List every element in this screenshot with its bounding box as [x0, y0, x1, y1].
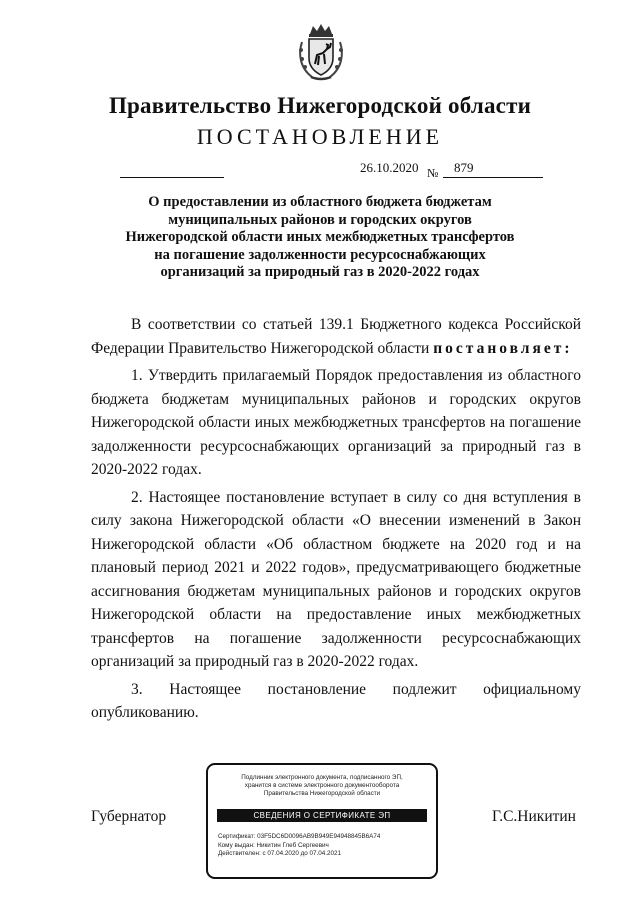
subject-line: муниципальных районов и городских округов [168, 211, 472, 228]
subject-line: на погашение задолженности ресурсоснабжающих [154, 246, 486, 263]
number-underline [443, 177, 543, 178]
subject-line: О предоставлении из областного бюджета бюджетам [148, 194, 492, 210]
document-subject [120, 194, 520, 282]
stamp-certificate-header: СВЕДЕНИЯ О СЕРТИФИКАТЕ ЭП [217, 809, 427, 822]
stamp-notice [214, 774, 430, 798]
signatory-name: Г.С.Никитин [492, 808, 576, 825]
signatory-title: Губернатор [91, 808, 167, 825]
stamp-notice-line: Правительства Нижегородской области [263, 790, 381, 797]
item-3-paragraph: 3. Настоящее постановление подлежит официальному опубликованию. [91, 680, 581, 721]
subject-line: Нижегородской области иных межбюджетных трансфертов [125, 229, 515, 245]
document-number: 879 [454, 160, 474, 175]
preamble-paragraph [91, 313, 581, 360]
stamp-notice-line: хранится в системе электронного документооборота [244, 782, 400, 789]
document-body [91, 313, 581, 729]
certificate-serial: Сертификат: 03F5DC6D0096AB9B949E94948845B6A74 [218, 833, 381, 840]
item-1-paragraph: 1. Утвердить прилагаемый Порядок предоставления из областного бюджета бюджетам муниципальных районов и городских округов Нижегородской области иных межбюджетных трансфертов на погашение задолженности ресурсоснабжающих организаций за природный газ в 2020-2022 годах. [91, 367, 581, 478]
government-title: Правительство Нижегородской области [108, 93, 532, 118]
document-date: 26.10.2020 [360, 160, 419, 175]
preamble-text: В соответствии со статьей 139.1 Бюджетного кодекса Российской Федерации Правительство Нижегородской области [91, 316, 581, 357]
stamp-notice-line: Подлинник электронного документа, подписанного ЭП, [241, 774, 403, 781]
stamp-certificate-details [218, 833, 430, 859]
number-sign: № [427, 166, 439, 180]
document-type: ПОСТАНОВЛЕНИЕ [196, 124, 444, 149]
registration-line [120, 177, 224, 178]
certificate-validity: Действителен: с 07.04.2020 до 07.04.2021 [218, 850, 342, 857]
item-2-paragraph: 2. Настоящее постановление вступает в силу со дня вступления в силу закона Нижегородской области «О внесении изменений в Закон Нижегородской области «Об областном бюджете на 2020 год и на плановый период 2021 и 2022 годов», предусматривающего бюджетные ассигнования бюджетам муниципальных районов и городских округов Нижегородской области на предоставление иных межбюджетных трансфертов на погашение задолженности ресурсоснабжающих организаций за природный газ в 2020-2022 годах. [91, 488, 581, 670]
certificate-owner: Кому выдан: Никитин Глеб Сергеевич [218, 841, 329, 849]
coat-of-arms-icon [296, 22, 346, 82]
decree-word: постановляет: [433, 339, 573, 357]
subject-line: организаций за природный газ в 2020-2022 годах [160, 264, 480, 280]
electronic-signature-stamp [206, 763, 438, 879]
